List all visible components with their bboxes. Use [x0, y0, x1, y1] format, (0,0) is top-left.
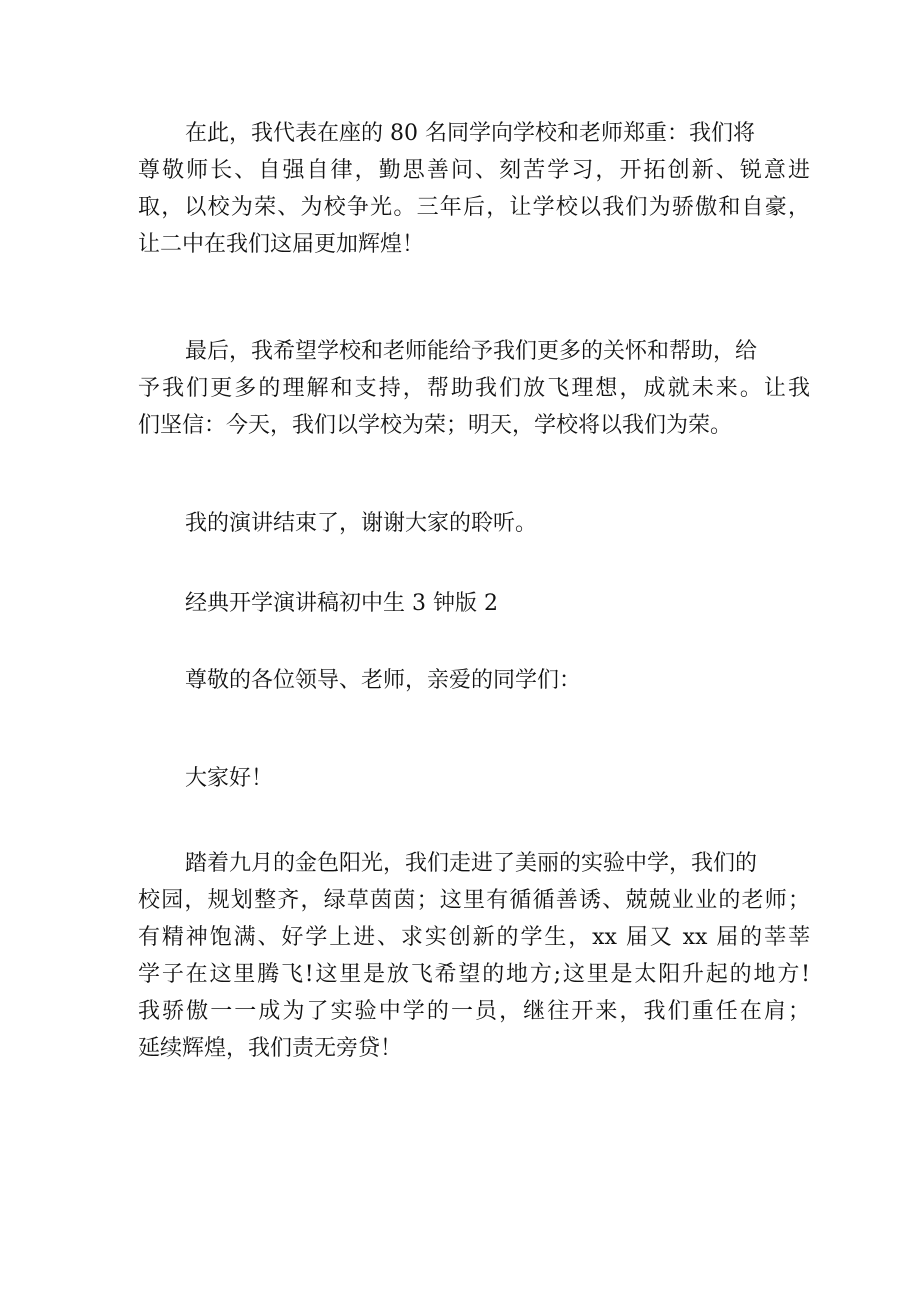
greeting: 大家好！: [185, 766, 274, 791]
paragraph-line: 延续辉煌，我们责无旁贷！: [138, 1036, 403, 1061]
paragraph-line: 取，以校为荣、为校争光。三年后，让学校以我们为骄傲和自豪，: [138, 195, 810, 220]
paragraph-hope: [138, 333, 810, 444]
paragraph-line: 们坚信：今天，我们以学校为荣；明天，学校将以我们为荣。: [138, 413, 733, 438]
paragraph-school: [138, 845, 810, 1067]
paragraph-line: 踏着九月的金色阳光，我们走进了美丽的实验中学，我们的: [185, 851, 758, 876]
paragraph-line: 校园，规划整齐，绿草茵茵；这里有循循善诱、兢兢业业的老师；: [138, 888, 810, 913]
paragraph-line: 我骄傲一一成为了实验中学的一员，继往开来，我们重任在肩；: [138, 999, 810, 1024]
paragraph-line: 予我们更多的理解和支持，帮助我们放飞理想，成就未来。让我: [138, 376, 810, 401]
paragraph-line: 有精神饱满、好学上进、求实创新的学生，xx 届又 xx 届的莘莘: [138, 925, 810, 950]
paragraph-line: 学子在这里腾飞!这里是放飞希望的地方;这里是太阳升起的地方!: [138, 962, 810, 987]
closing-line: 我的演讲结束了，谢谢大家的聆听。: [185, 511, 538, 536]
section-title: 经典开学演讲稿初中生 3 钟版 2: [185, 591, 498, 616]
paragraph-line: 最后，我希望学校和老师能给予我们更多的关怀和帮助，给: [185, 339, 758, 364]
salutation: 尊敬的各位领导、老师，亲爱的同学们：: [185, 668, 582, 693]
paragraph-line: 让二中在我们这届更加辉煌！: [138, 232, 425, 257]
paragraph-line: 尊敬师长、自强自律，勤思善问、刻苦学习，开拓创新、锐意进: [138, 158, 810, 183]
paragraph-line: 在此，我代表在座的 80 名同学向学校和老师郑重：我们将: [185, 121, 755, 146]
paragraph-pledge: [138, 115, 810, 263]
